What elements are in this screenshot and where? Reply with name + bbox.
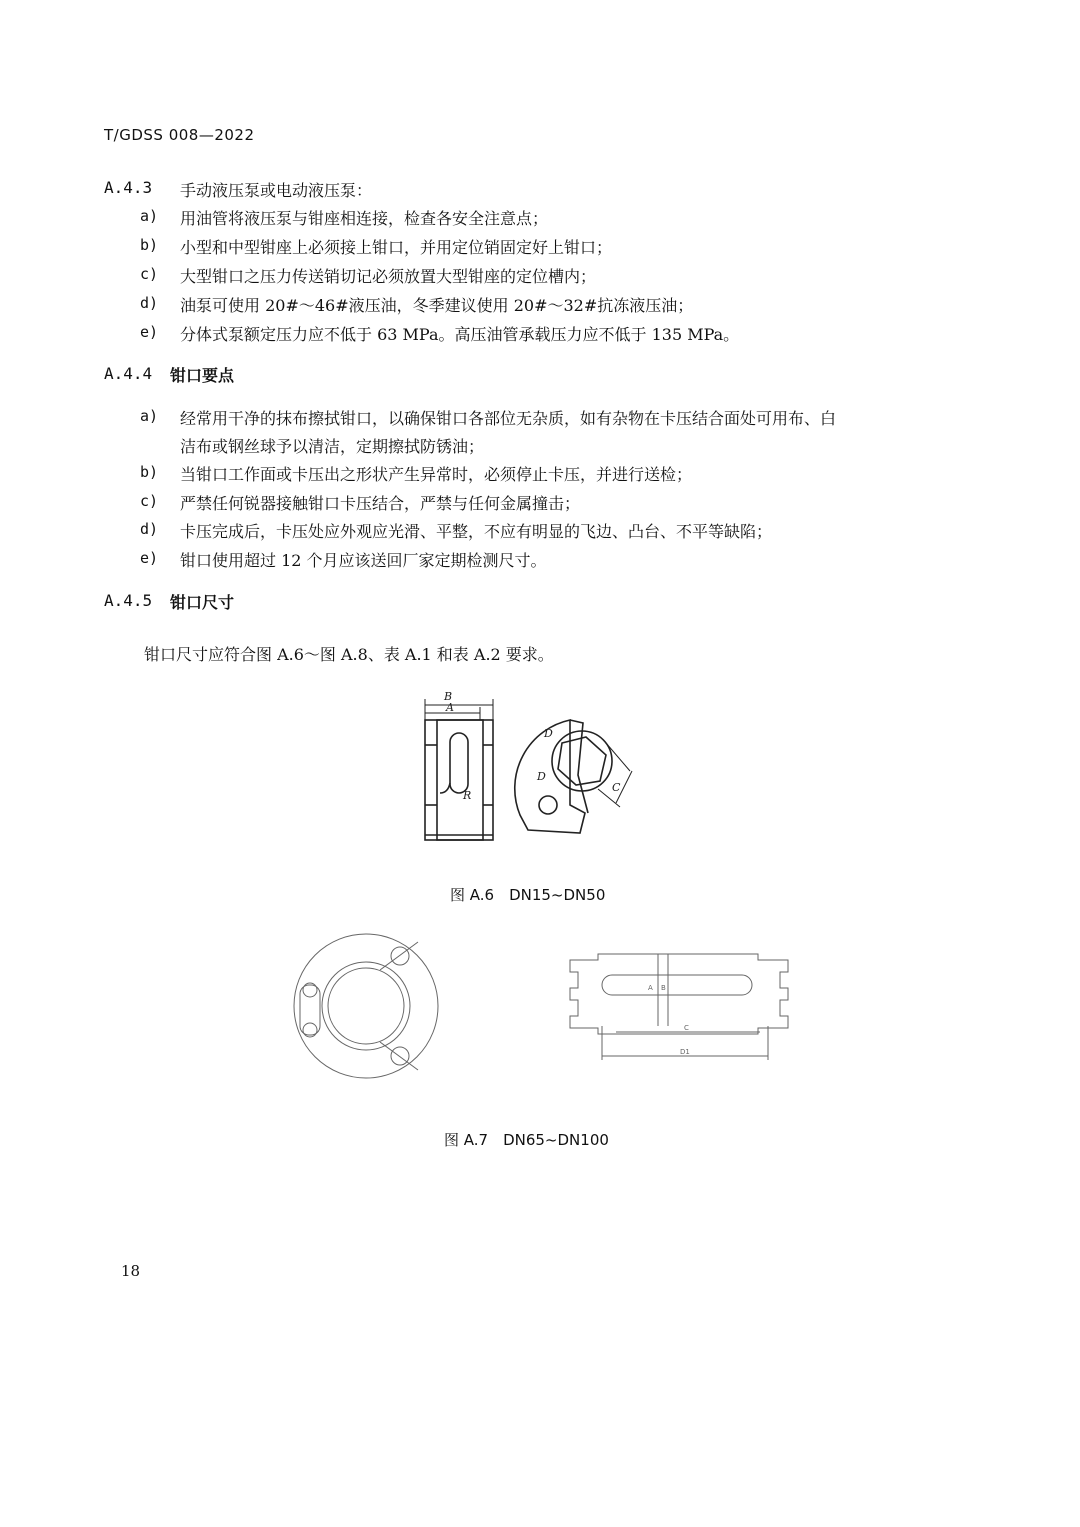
section-title: 钳口尺寸 — [170, 593, 235, 612]
list-item: 严禁任何锐器接触钳口卡压结合，严禁与任何金属撞击； — [180, 494, 581, 513]
list-label: a) — [140, 407, 159, 425]
document-header: T/GDSS 008—2022 — [104, 126, 255, 144]
list-label: e) — [140, 549, 159, 567]
list-item: 小型和中型钳座上必须接上钳口，并用定位销固定好上钳口； — [180, 238, 613, 257]
list-item: 经常用干净的抹布擦拭钳口，以确保钳口各部位无杂质，如有杂物在卡压结合面处可用布、白 — [180, 409, 837, 428]
figure-a7-drawing — [290, 930, 810, 1090]
section-number: A.4.3 — [104, 178, 153, 197]
section-title: 钳口要点 — [170, 366, 235, 385]
list-item: 当钳口工作面或卡压出之形状产生异常时，必须停止卡压，并进行送检； — [180, 465, 693, 484]
page-number: 18 — [121, 1262, 141, 1280]
dim-label-c: C — [612, 781, 621, 794]
list-item: 卡压完成后，卡压处应外观应光滑、平整，不应有明显的飞边、凸台、不平等缺陷； — [180, 522, 773, 541]
dim-label-b: B — [444, 690, 453, 703]
list-item-continuation: 洁布或钢丝球予以清洁，定期擦拭防锈油； — [180, 437, 485, 456]
list-label: b) — [140, 236, 159, 254]
figure-a6-drawing — [410, 685, 650, 845]
dim-label-a: A — [648, 984, 653, 992]
figure-caption: 图 A.7 DN65~DN100 — [444, 1131, 609, 1149]
section-number: A.4.5 — [104, 591, 153, 610]
list-label: e) — [140, 323, 159, 341]
section-number: A.4.4 — [104, 364, 153, 383]
dim-label-c: C — [684, 1024, 689, 1032]
dim-label-d: D — [544, 727, 553, 740]
list-label: d) — [140, 294, 159, 312]
list-label: b) — [140, 463, 159, 481]
dim-label-b: B — [661, 984, 666, 992]
list-item: 钳口使用超过 12 个月应该送回厂家定期检测尺寸。 — [180, 551, 547, 570]
list-item: 油泵可使用 20#～46#液压油，冬季建议使用 20#～32#抗冻液压油； — [180, 296, 694, 315]
list-label: d) — [140, 520, 159, 538]
dim-label-d: D — [537, 770, 546, 783]
list-item: 大型钳口之压力传送销切记必须放置大型钳座的定位槽内； — [180, 267, 597, 286]
section-title: 手动液压泵或电动液压泵： — [180, 181, 373, 200]
dim-label-d1: D1 — [680, 1048, 690, 1056]
list-label: a) — [140, 207, 159, 225]
dim-label-r: R — [463, 789, 472, 802]
dim-label-a: A — [446, 701, 454, 714]
paragraph: 钳口尺寸应符合图 A.6～图 A.8、表 A.1 和表 A.2 要求。 — [144, 645, 554, 664]
list-label: c) — [140, 265, 159, 283]
list-item: 分体式泵额定压力应不低于 63 MPa。高压油管承载压力应不低于 135 MPa。 — [180, 325, 740, 344]
list-label: c) — [140, 492, 159, 510]
list-item: 用油管将液压泵与钳座相连接，检查各安全注意点； — [180, 209, 549, 228]
figure-caption: 图 A.6 DN15~DN50 — [450, 886, 606, 904]
